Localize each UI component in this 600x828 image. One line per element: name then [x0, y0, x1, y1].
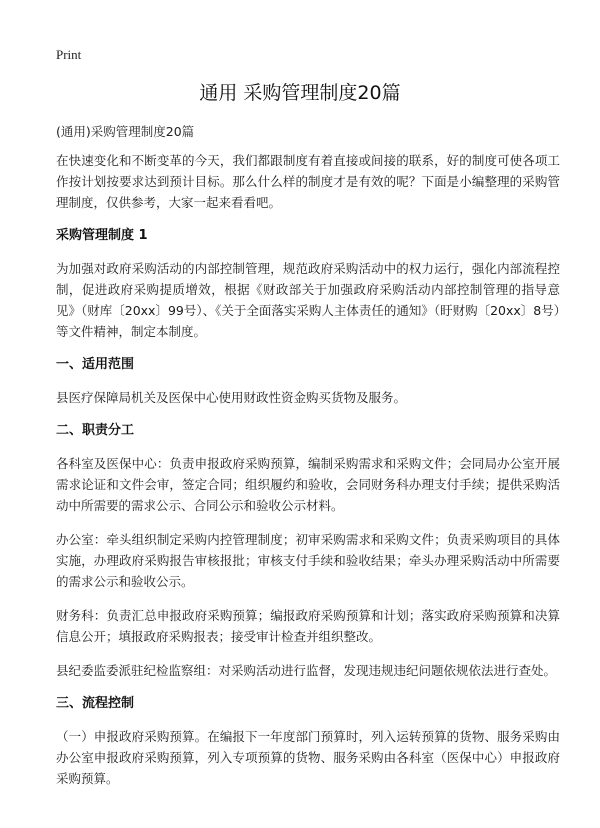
- document-subtitle: (通用)采购管理制度20篇: [56, 124, 195, 139]
- process-paragraph-1: （一）申报政府采购预算。在编报下一年度部门预算时，列入运转预算的货物、服务采购由办公室申报政府采购预算，列入专项预算的货物、服务采购由各科室（医保中心）申报政府采购预算。: [56, 729, 560, 786]
- duty-paragraph-office: 办公室：牵头组织制定采购内控管理制度；初审采购需求和采购文件；负责采购项目的具体实施，办理政府采购报告审核报批；审核支付手续和验收结果；牵头办理采购活动中所需要的需求公示和验收公示。: [56, 532, 560, 589]
- duty-paragraph-supervision: 县纪委监委派驻纪检监察组：对采购活动进行监督，发现违规违纪问题依规依法进行查处。: [56, 663, 557, 678]
- scope-paragraph: 县医疗保障局机关及医保中心使用财政性资金购买货物及服务。: [56, 390, 407, 405]
- intro-paragraph: 在快速变化和不断变革的今天，我们都跟制度有着直接或间接的联系，好的制度可使各项工作按计划按要求达到预计目标。那么什么样的制度才是有效的呢？下面是小编整理的采购管理制度，仅供参考，大家一起来看看吧。: [56, 153, 560, 210]
- heading-duties: 二、职责分工: [56, 423, 135, 438]
- duty-paragraph-finance: 财务科：负责汇总申报政府采购预算；编报政府采购预算和计划；落实政府采购预算和决算信息公开；填报政府采购报表；接受审计检查并组织整改。: [56, 608, 560, 644]
- page-title: 通用 采购管理制度20篇: [199, 82, 401, 104]
- duty-paragraph-departments: 各科室及医保中心：负责申报政府采购预算，编制采购需求和采购文件；会同局办公室开展需求论证和文件会审，签定合同；组织履约和验收，会同财务科办理支付手续；提供采购活动中所需要的需求公示、合同公示和验收公示材料。: [56, 456, 560, 513]
- section-intro-paragraph: 为加强对政府采购活动的内部控制管理，规范政府采购活动中的权力运行，强化内部流程控制，促进政府采购提质增效，根据《财政部关于加强政府采购活动内部控制管理的指导意见》（财库〔20xx〕99号）、《关于全面落实采购人主体责任的通知》（盱财购〔20xx〕8号）等文件精神，制定本制度。: [56, 261, 561, 339]
- section-heading: 采购管理制度 1: [56, 228, 148, 243]
- document-body: [56, 150, 560, 802]
- heading-scope: 一、适用范围: [56, 357, 135, 372]
- print-link[interactable]: Print: [56, 47, 82, 62]
- heading-process: 三、流程控制: [56, 696, 135, 711]
